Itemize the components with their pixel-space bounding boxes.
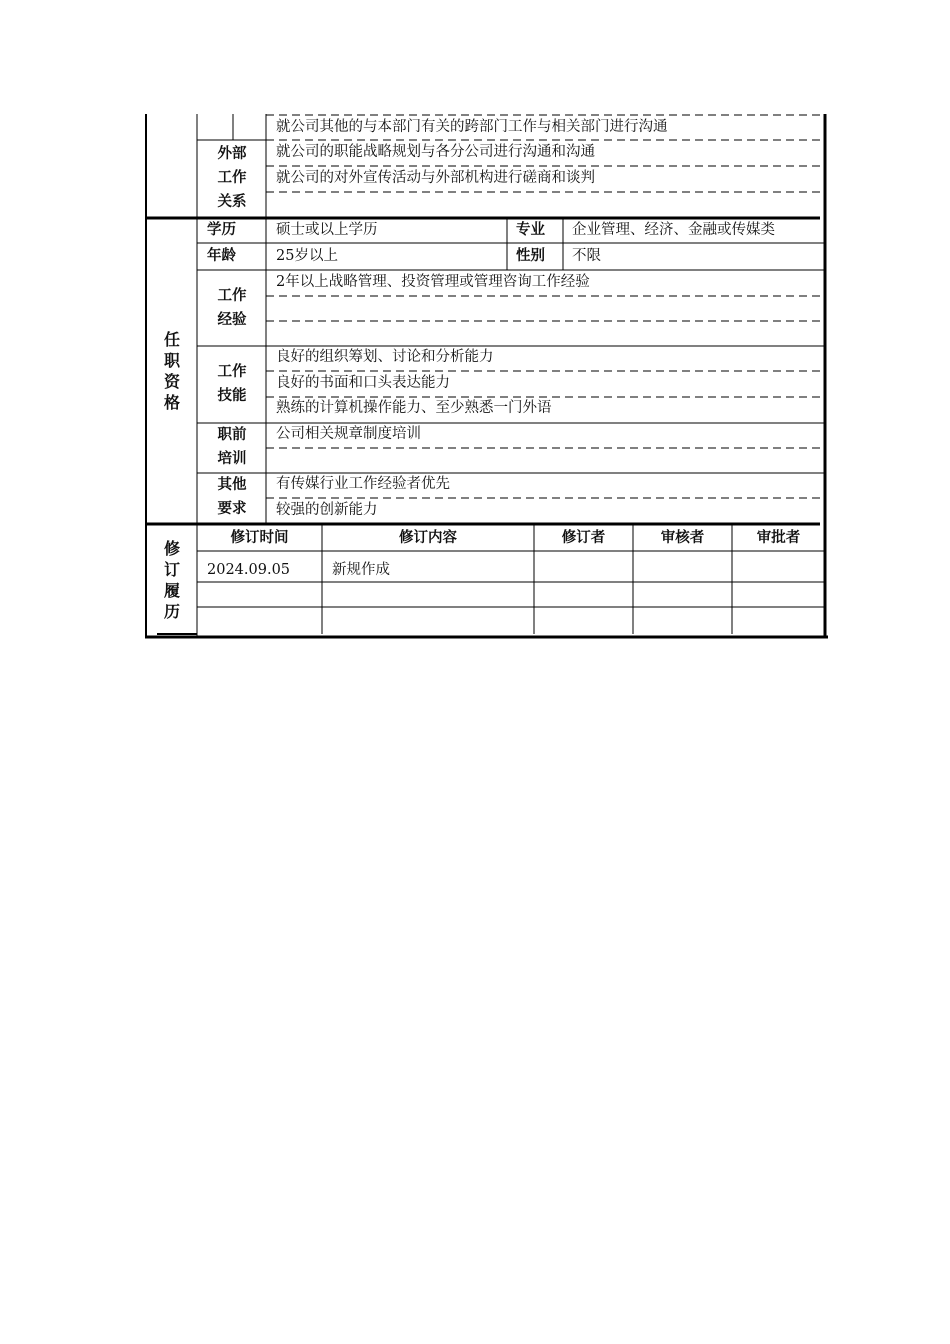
education-label: 学历 [207, 222, 236, 238]
revision-header-approver: 审批者 [756, 530, 801, 546]
other-requirement-2: 较强的创新能力 [276, 502, 378, 518]
experience-item-1: 2年以上战略管理、投资管理或管理咨询工作经验 [276, 274, 590, 290]
external-relation-item-1: 就公司的职能战略规划与各分公司进行沟通和沟通 [276, 144, 595, 160]
age-value: 25岁以上 [276, 248, 338, 264]
skill-item-2: 良好的书面和口头表达能力 [276, 375, 450, 391]
major-value: 企业管理、经济、金融或传媒类 [572, 222, 775, 238]
revision-header-reviser: 修订者 [561, 530, 606, 546]
revision-row-1-time: 2024.09.05 [207, 562, 291, 578]
external-relation-label: 外部工作关系 [217, 146, 247, 210]
external-relation-item-2: 就公司的对外宣传活动与外部机构进行磋商和谈判 [276, 170, 595, 186]
training-item-1: 公司相关规章制度培训 [276, 426, 421, 442]
training-label: 职前培训 [217, 427, 247, 467]
skills-label: 工作技能 [217, 364, 247, 404]
job-description-table [145, 114, 829, 640]
other-requirement-1: 有传媒行业工作经验者优先 [276, 476, 450, 492]
skill-item-3: 熟练的计算机操作能力、至少熟悉一门外语 [276, 400, 552, 416]
qualification-section-title: 任职资格 [163, 330, 180, 412]
revision-header-reviewer: 审核者 [660, 530, 705, 546]
gender-value: 不限 [572, 248, 601, 264]
revision-row-1-content: 新规作成 [332, 562, 390, 578]
age-label: 年龄 [207, 248, 236, 264]
other-requirements-label: 其他要求 [217, 477, 247, 517]
revision-header-content: 修订内容 [399, 530, 457, 546]
internal-relation-last: 就公司其他的与本部门有关的跨部门工作与相关部门进行沟通 [276, 119, 668, 135]
revision-section-title: 修订履历 [163, 539, 180, 621]
revision-header-time: 修订时间 [230, 530, 289, 546]
gender-label: 性别 [516, 248, 545, 264]
experience-label: 工作经验 [217, 288, 247, 328]
education-value: 硕士或以上学历 [276, 222, 378, 238]
major-label: 专业 [516, 222, 545, 238]
skill-item-1: 良好的组织筹划、讨论和分析能力 [276, 349, 494, 365]
